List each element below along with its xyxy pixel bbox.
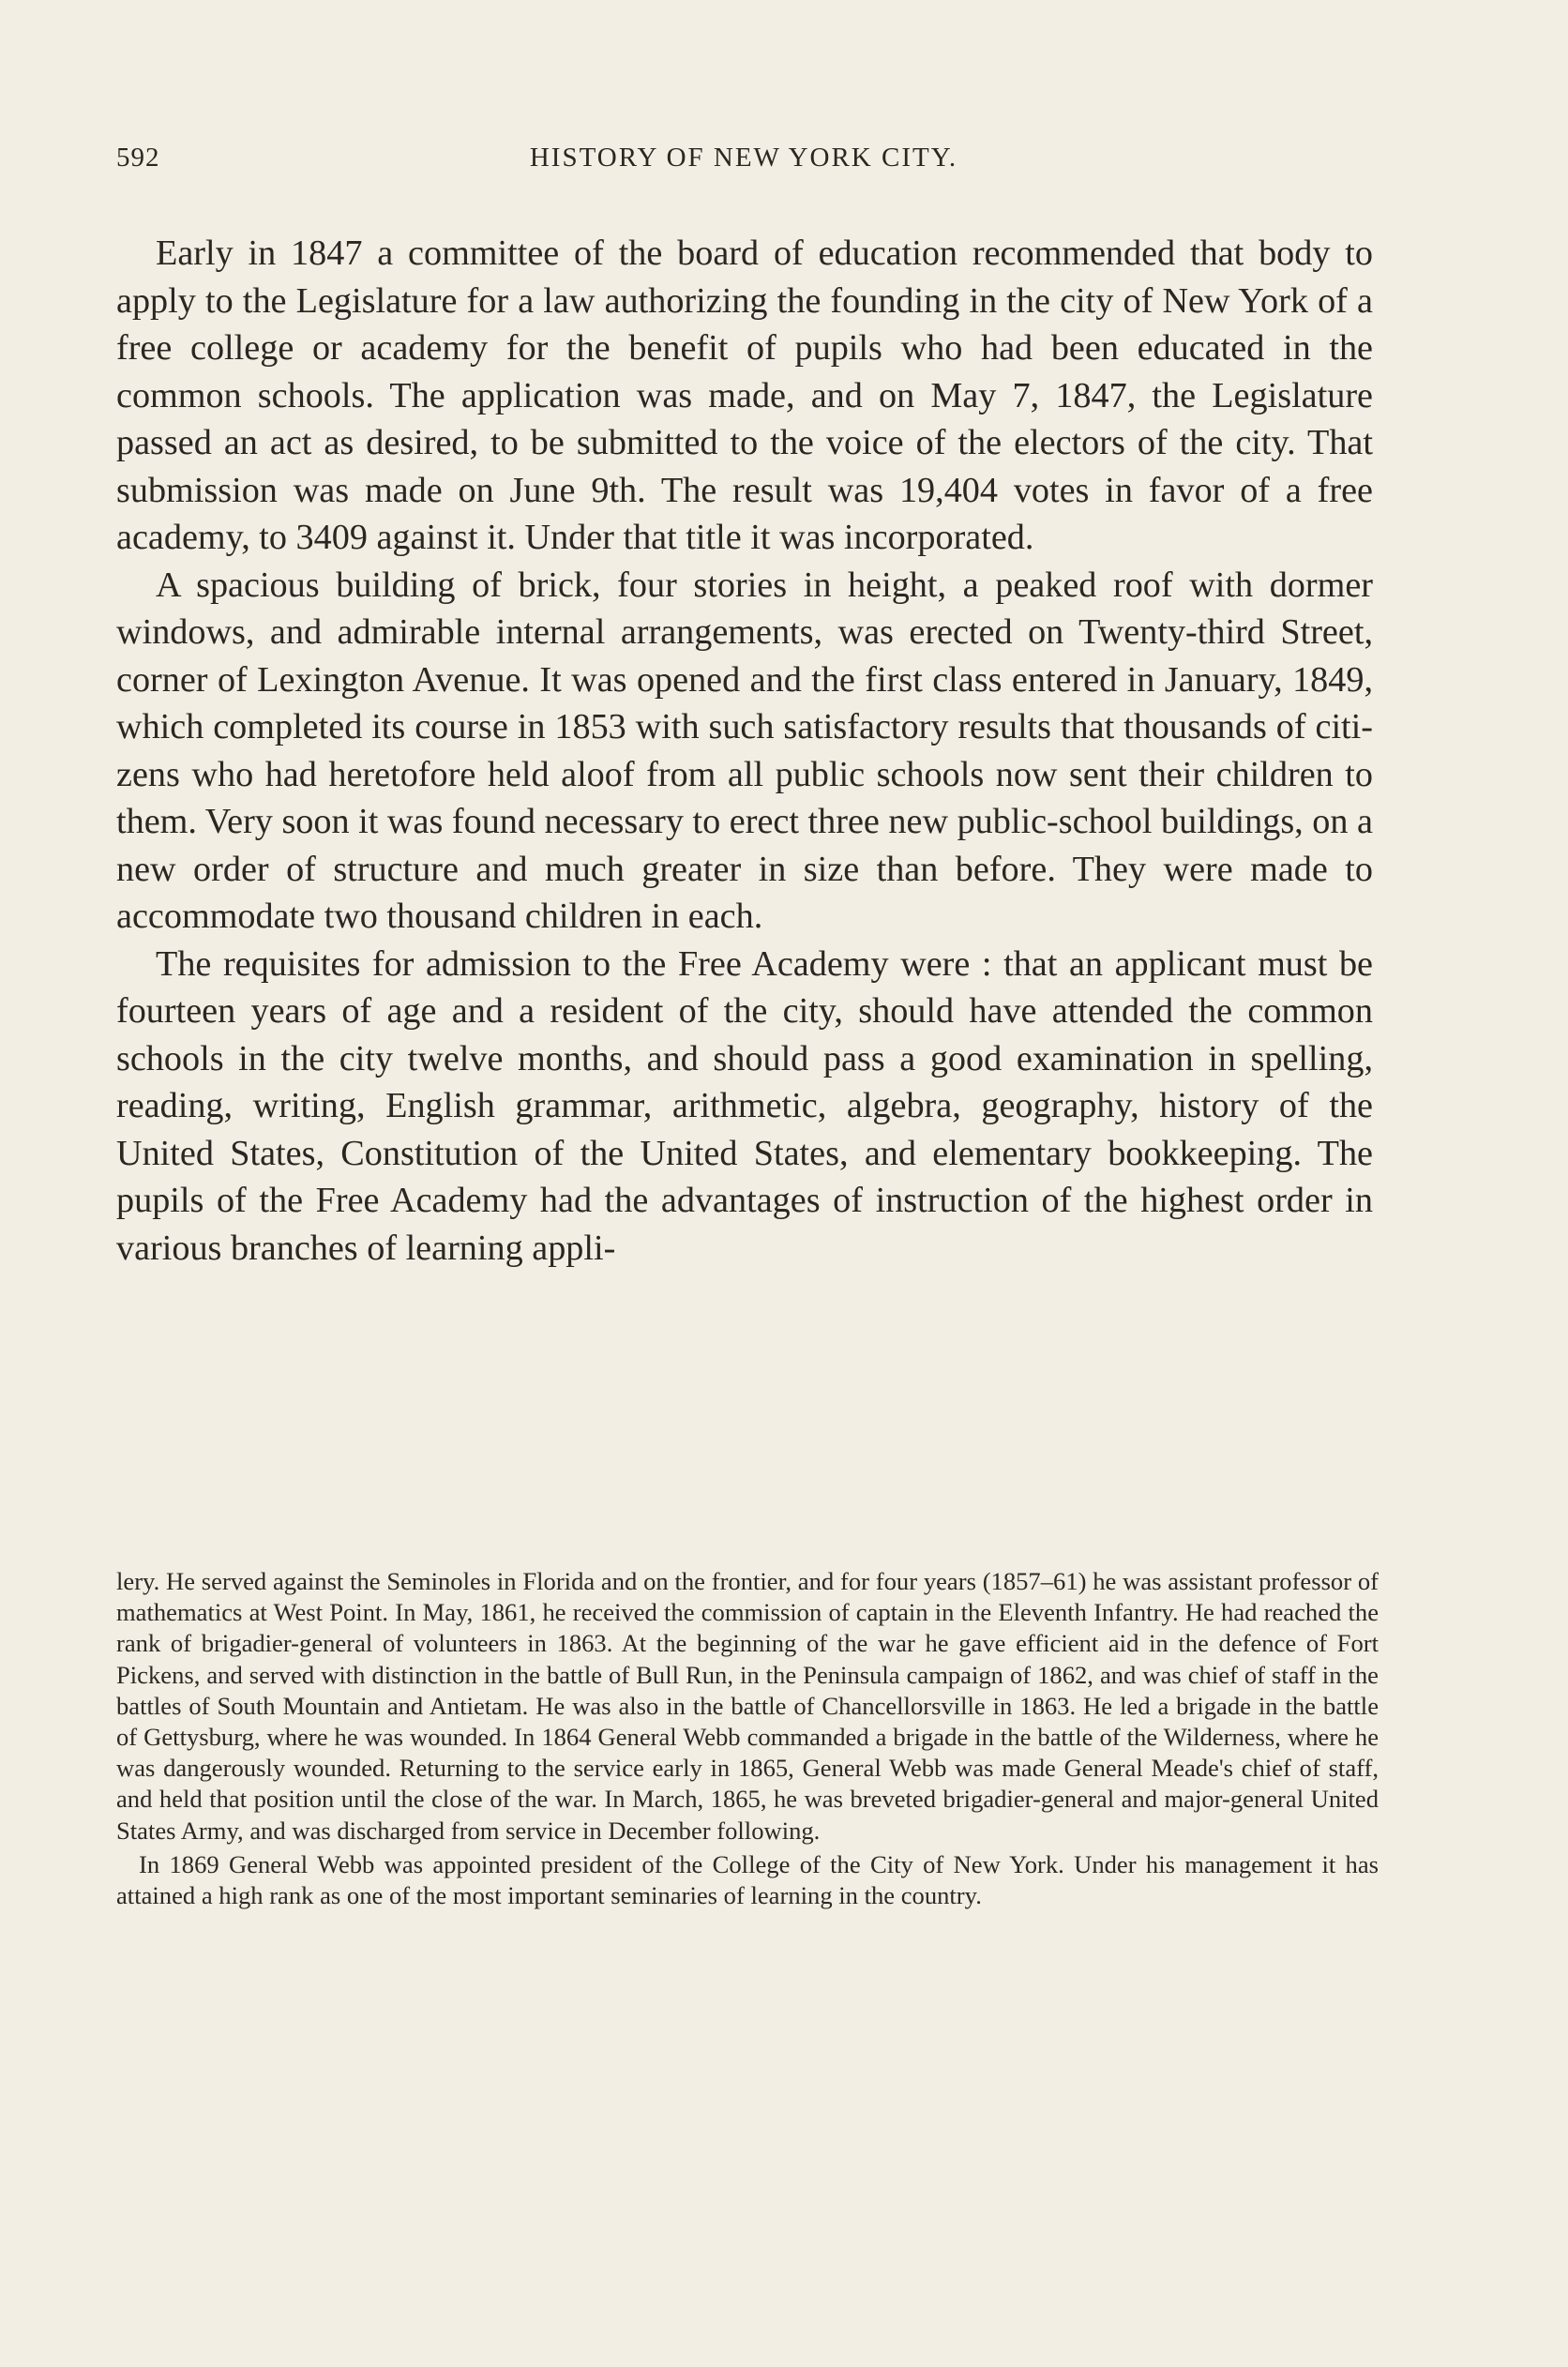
running-title: HISTORY OF NEW YORK CITY. [529, 143, 958, 173]
page-number: 592 [116, 143, 160, 173]
body-paragraph: Early in 1847 a committee of the board of education recommended that body to apply to the Legislature for a law authorizing the founding in the city of New York of a free college or academy for the benefit of pupils who had been educated in the common schools. The application was made, and on May 7, 1847, the Legislature passed an act as desired, to be submitted to the voice of the electors of the city. That submission was made on June 9th. The result was 19,404 votes in favor of a free academy, to 3409 against it. Under that title it was incorporated. [116, 234, 1373, 557]
body-paragraph: The requisites for admission to the Free Academy were : that an applicant must be fourteen years of age and a resident of the city, should have attended the common schools in the city twelve months, and should pass a good examination in spelling, reading, writing, English grammar, arithmetic, algebra, geography, history of the United States, Constitution of the United States, and elementary bookkeeping. The pupils of the Free Academy had the advantages of instruction of the highest order in various branches of learning appli- [116, 943, 1373, 1268]
footnote-paragraph: lery. He served against the Seminoles in Florida and on the frontier, and for four years (1857–61) he was assistant professor of mathematics at West Point. In May, 1861, he received the commission of captain in the Eleventh Infantry. He had reached the rank of brigadier-general of volunteers in 1863. At the beginning of the war he gave efficient aid in the defence of Fort Pickens, and served with distinction in the battle of Bull Run, in the Peninsula campaign of 1862, and was chief of staff in the battles of South Mountain and Antietam. He was also in the battle of Chancellorsville in 1863. He led a brigade in the battle of Gettysburg, where he was wounded. In 1864 General Webb commanded a brigade in the battle of the Wilderness, where he was dangerously wounded. Returning to the service early in 1865, General Webb was made General Meade's chief of staff, and held that position until the close of the war. In March, 1865, he was breveted brigadier-general and major-general United States Army, and was discharged from service in December following. [116, 1567, 1379, 1845]
running-head [116, 143, 1371, 180]
footnote-paragraph: In 1869 General Webb was appointed president of the College of the City of New York. Under his management it has attained a high rank as one of the most important seminaries of learning in the country. [116, 1849, 1379, 1910]
footnote-block [116, 1566, 1379, 1911]
body-paragraph: A spacious building of brick, four stories in height, a peaked roof with dormer windows, and admirable internal arrangements, was erected on Twenty-third Street, corner of Lexington Avenue. It was opened and the first class entered in January, 1849, which completed its course in 1853 with such satisfactory results that thousands of citizens who had heretofore held aloof from all public schools now sent their children to them. Very soon it was found necessary to erect three new public-school buildings, on a new order of structure and much greater in size than before. They were made to accommodate two thousand children in each. [116, 565, 1373, 936]
main-text [116, 230, 1373, 1272]
